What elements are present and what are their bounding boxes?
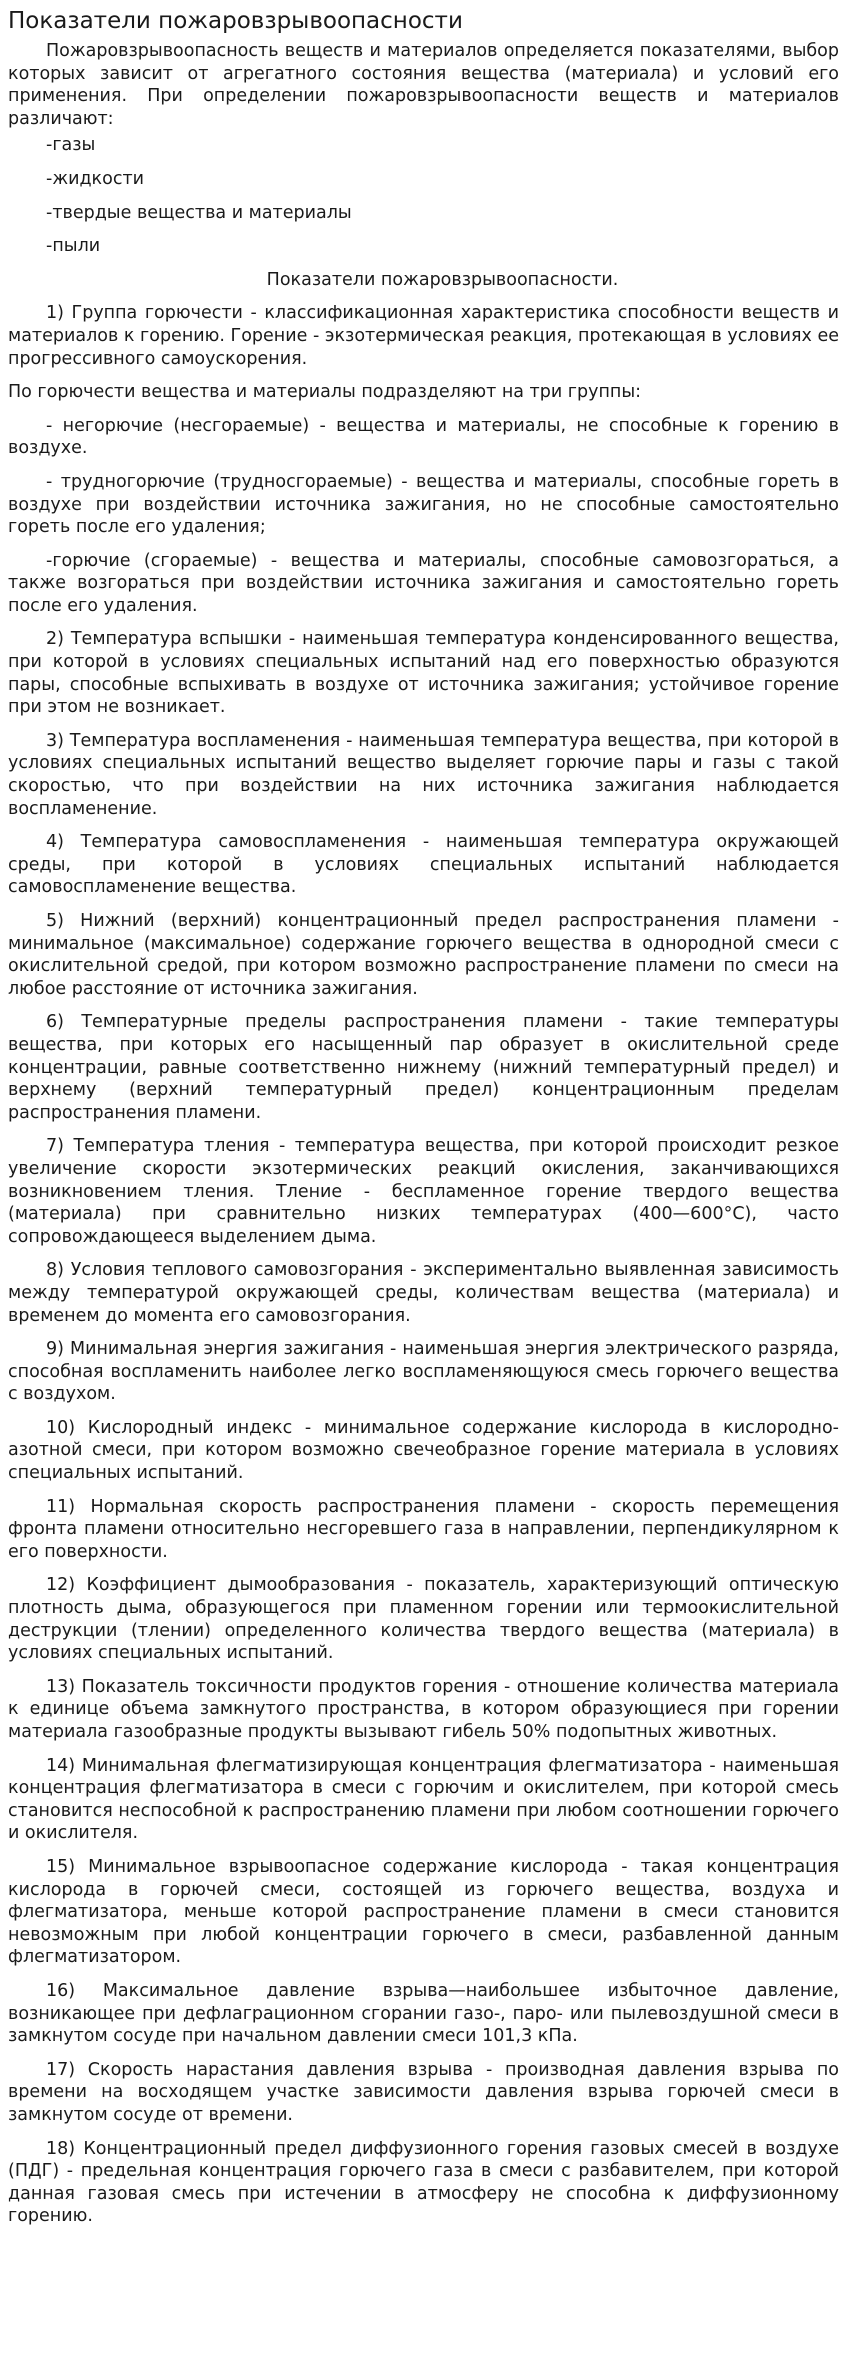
section-subtitle: Показатели пожаровзрывоопасности. xyxy=(266,269,619,290)
indicator-paragraph: 8) Условия теплового самовозгорания - экспериментально выявленная зависимость между температурой окружающей среды, количествам вещества (материала) и временем до момента его самовозгорания. xyxy=(8,1260,839,1326)
indicator-paragraph: 3) Температура воспламенения - наименьшая температура вещества, при которой в условиях специальных испытаний вещество выделяет горючие пары и газы с такой скоростью, что при воздействии на них источника зажигания наблюдается воспламенение. xyxy=(8,730,839,819)
indicator-paragraph: 14) Минимальная флегматизирующая концентрация флегматизатора - наименьшая концентрация флегматизатора в смеси с горючим и окислителем, при которой смесь становится неспособной к распространению пламени при любом соотношении горючего и окислителя. xyxy=(8,1755,839,1844)
group-paragraph: - трудногорючие (трудносгораемые) - вещества и материалы, способные гореть в воздухе при воздействии источника зажигания, но не способные самостоятельно гореть после его удаления; xyxy=(8,471,839,538)
intro-paragraph: Пожаровзрывоопасность веществ и материалов определяется показателями, выбор которых зависит от агрегатного состояния вещества (материала) и условий его применения. При определении пожаровзрывоопасности веществ и материалов различают: xyxy=(8,41,839,129)
list-item: -твердые вещества и материалы xyxy=(46,202,352,223)
groups-intro: По горючести вещества и материалы подразделяют на три группы: xyxy=(8,382,642,403)
list-item: -жидкости xyxy=(46,168,145,189)
indicator-paragraph: 9) Минимальная энергия зажигания - наименьшая энергия электрического разряда, способная воспламенить наиболее легко воспламеняющуюся смесь горючего вещества с воздухом. xyxy=(8,1339,839,1405)
indicator-paragraph: 18) Концентрационный предел диффузионного горения газовых смесей в воздухе (ПДГ) - предельная концентрация горючего газа в смеси с разбавителем, при которой данная газовая смесь при истечении в атмосферу не способна к диффузионному горению. xyxy=(8,2138,839,2227)
aggregate-states-list xyxy=(8,134,839,257)
indicator-paragraph: 11) Нормальная скорость распространения пламени - скорость перемещения фронта пламени относительно несгоревшего газа в направлении, перпендикулярном к его поверхности. xyxy=(8,1496,839,1562)
indicator-paragraph: 6) Температурные пределы распространения пламени - такие температуры вещества, при которых его насыщенный пар образует в окислительной среде концентрации, равные соответственно нижнему (нижний температурный предел) и верхнему (верхний температурный предел) концентрационным пределам распространения пламени. xyxy=(8,1012,839,1123)
indicator-paragraph: 5) Нижний (верхний) концентрационный предел распространения пламени - минимальное (максимальное) содержание горючего вещества в однородной смеси с окислительной средой, при котором возможно распространение пламени по смеси на любое расстояние от источника зажигания. xyxy=(8,911,839,999)
list-item: -пыли xyxy=(46,236,101,257)
indicator-paragraph: 2) Температура вспышки - наименьшая температура конденсированного вещества, при которой в условиях специальных испытаний над его поверхностью образуются пары, способные вспыхивать в воздухе от источника зажигания; устойчивое горение при этом не возникает. xyxy=(8,629,839,718)
indicator-paragraph: 16) Максимальное давление взрыва—наибольшее избыточное давление, возникающее при дефлаграционном сгорании газо-, паро- или пылевоздушной смеси в замкнутом сосуде при начальном давлении смеси 101,3 кПа. xyxy=(8,1980,839,2047)
indicator-paragraph: 7) Температура тления - температура вещества, при которой происходит резкое увеличение скорости экзотермических реакций окисления, заканчивающихся возникновением тления. Тление - беспламенное горение твердого вещества (материала) при сравнительно низких температурах (400—600°С), часто сопровождающееся выделением дыма. xyxy=(8,1136,839,1247)
group-paragraph: -горючие (сгораемые) - вещества и материалы, способные самовозгораться, а также возгораться при воздействии источника зажигания и самостоятельно гореть после его удаления. xyxy=(8,550,839,616)
indicator-paragraph: 1) Группа горючести - классификационная характеристика способности веществ и материалов к горению. Горение - экзотермическая реакция, протекающая в условиях ее прогрессивного самоускорения. xyxy=(8,303,839,369)
group-paragraph: - негорючие (несгораемые) - вещества и материалы, не способные к горению в воздухе. xyxy=(8,415,839,459)
page-title: Показатели пожаровзрывоопасности xyxy=(8,8,463,34)
indicator-paragraph: 15) Минимальное взрывоопасное содержание кислорода - такая концентрация кислорода в горючей смеси, состоящей из горючего вещества, воздуха и флегматизатора, меньше которой распространение пламени в смеси становится невозможным при любой концентрации горючего в смеси, разбавленной данным флегматизатором. xyxy=(8,1856,839,1968)
list-item: -газы xyxy=(46,135,96,156)
indicator-paragraph: 17) Скорость нарастания давления взрыва - производная давления взрыва по времени на восходящем участке зависимости давления взрыва горючей смеси в замкнутом сосуде от времени. xyxy=(8,2059,839,2125)
indicator-paragraph: 12) Коэффициент дымообразования - показатель, характеризующий оптическую плотность дыма, образующегося при пламенном горении или термоокислительной деструкции (тлении) определенного количества твердого вещества (материала) в условиях специальных испытаний. xyxy=(8,1575,839,1664)
indicator-paragraph: 13) Показатель токсичности продуктов горения - отношение количества материала к единице объема замкнутого пространства, в котором образующиеся при горении материала газообразные продукты вызывают гибель 50% подопытных животных. xyxy=(8,1676,839,1742)
indicator-paragraph: 10) Кислородный индекс - минимальное содержание кислорода в кислородно-азотной смеси, при котором возможно свечеобразное горение материала в условиях специальных испытаний. xyxy=(8,1417,839,1484)
indicator-paragraph: 4) Температура самовоспламенения - наименьшая температура окружающей среды, при которой в условиях специальных испытаний наблюдается самовоспламенение вещества. xyxy=(8,832,839,898)
